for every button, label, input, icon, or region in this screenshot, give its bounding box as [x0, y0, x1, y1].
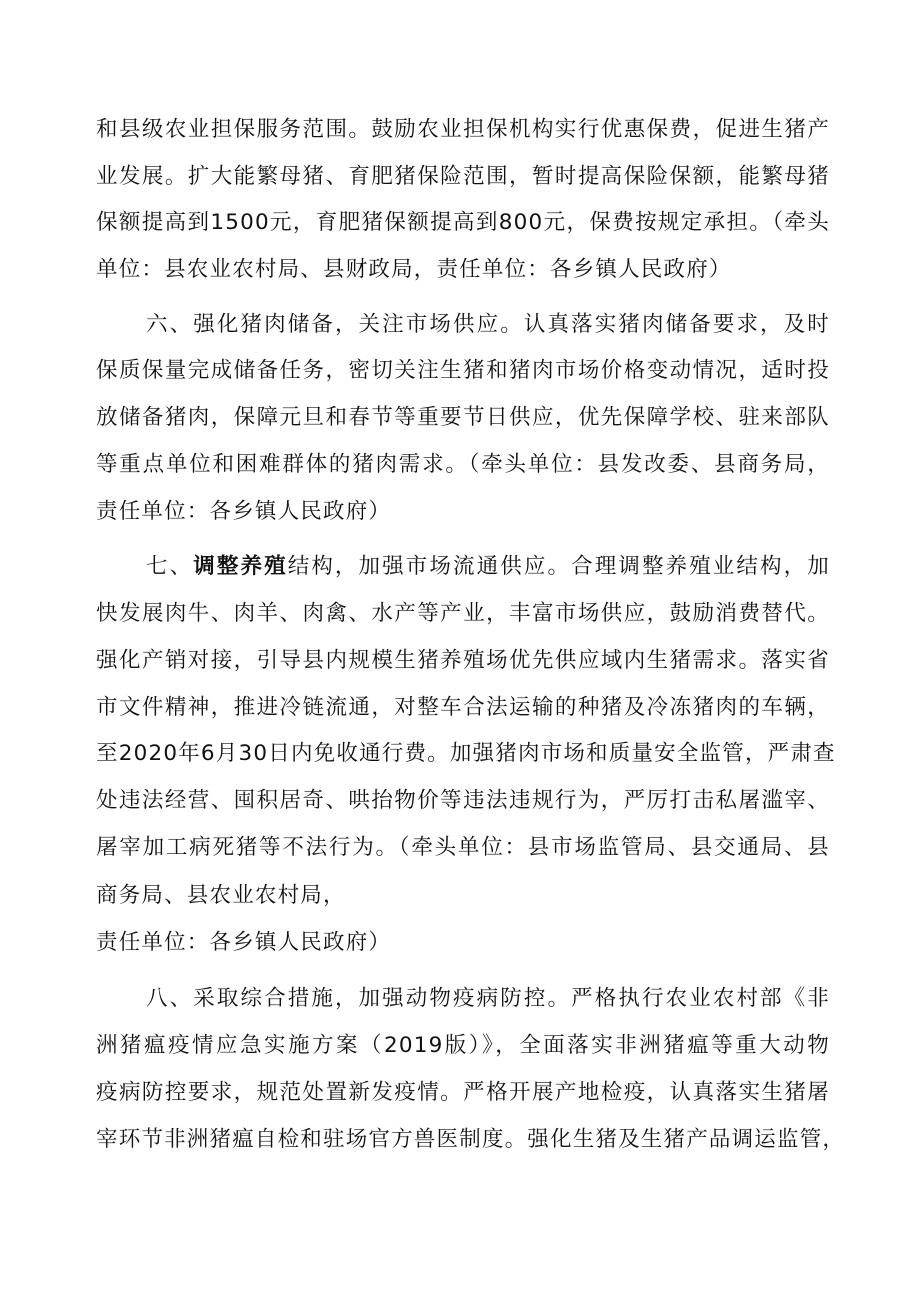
- section-7-line-8: 商务局、县农业农村局，: [96, 883, 346, 908]
- section-6-line-2: 保质保量完成储备任务，密切关注生猪和猪肉市场价格变动情况，适时投: [96, 358, 830, 383]
- section-8-heading-line: 八、采取综合措施，加强动物疫病防控。严格执行农业农村部《非: [146, 986, 830, 1011]
- section-7-line-9: 责任单位：各乡镇人民政府）: [96, 930, 392, 955]
- section-8-line-3: 疫病防控要求，规范处置新发疫情。严格开展产地检疫，认真落实生猪屠: [96, 1080, 830, 1105]
- section-6-line-4: 等重点单位和困难群体的猪肉需求。（牵头单位：县发改委、县商务局，: [96, 452, 830, 477]
- paragraph-line-4: 单位：县农业农村局、县财政局，责任单位：各乡镇人民政府）: [96, 257, 732, 282]
- section-6-line-5: 责任单位：各乡镇人民政府）: [96, 499, 392, 524]
- section-7-prefix: 七、: [146, 554, 194, 579]
- section-7-line-7: 屠宰加工病死猪等不法行为。（牵头单位：县市场监管局、县交通局、县: [96, 835, 830, 860]
- section-7-line-3: 强化产销对接，引导县内规模生猪养殖场优先供应域内生猪需求。落实省: [96, 648, 830, 673]
- section-7-line-4: 市文件精神，推进冷链流通，对整车合法运输的种猪及冷冻猪肉的车辆，: [96, 695, 830, 720]
- section-8-line-2: 洲猪瘟疫情应急实施方案（2019版）》，全面落实非洲猪瘟等重大动物: [96, 1033, 830, 1058]
- section-7-line-6: 处违法经营、囤积居奇、哄抬物价等违法违规行为，严厉打击私屠滥宰、: [96, 788, 830, 813]
- section-7-line-5: 至2020年6月30日内免收通行费。加强猪肉市场和质量安全监管，严肃查: [96, 741, 836, 766]
- paragraph-line-3: 保额提高到1500元，育肥猪保额提高到800元，保费按规定承担。（牵头: [96, 210, 830, 235]
- section-6-heading-line: 六、强化猪肉储备，关注市场供应。认真落实猪肉储备要求，及时: [146, 312, 830, 337]
- section-7-heading-rest: 结构，加强市场流通供应。合理调整养殖业结构，加: [287, 554, 830, 579]
- paragraph-line-1: 和县级农业担保服务范围。鼓励农业担保机构实行优惠保费，促进生猪产: [96, 117, 830, 142]
- paragraph-line-2: 业发展。扩大能繁母猪、育肥猪保险范围，暂时提高保险保额，能繁母猪: [96, 164, 830, 189]
- section-7-heading-line: [146, 553, 830, 581]
- section-7-bold-text: 调整养殖: [193, 554, 288, 579]
- section-8-line-4: 宰环节非洲猪瘟自检和驻场官方兽医制度。强化生猪及生猪产品调运监管，: [96, 1127, 846, 1152]
- section-6-line-3: 放储备猪肉，保障元旦和春节等重要节日供应，优先保障学校、驻来部队: [96, 405, 830, 430]
- section-7-line-2: 快发展肉牛、肉羊、肉禽、水产等产业，丰富市场供应，鼓励消费替代。: [96, 601, 830, 626]
